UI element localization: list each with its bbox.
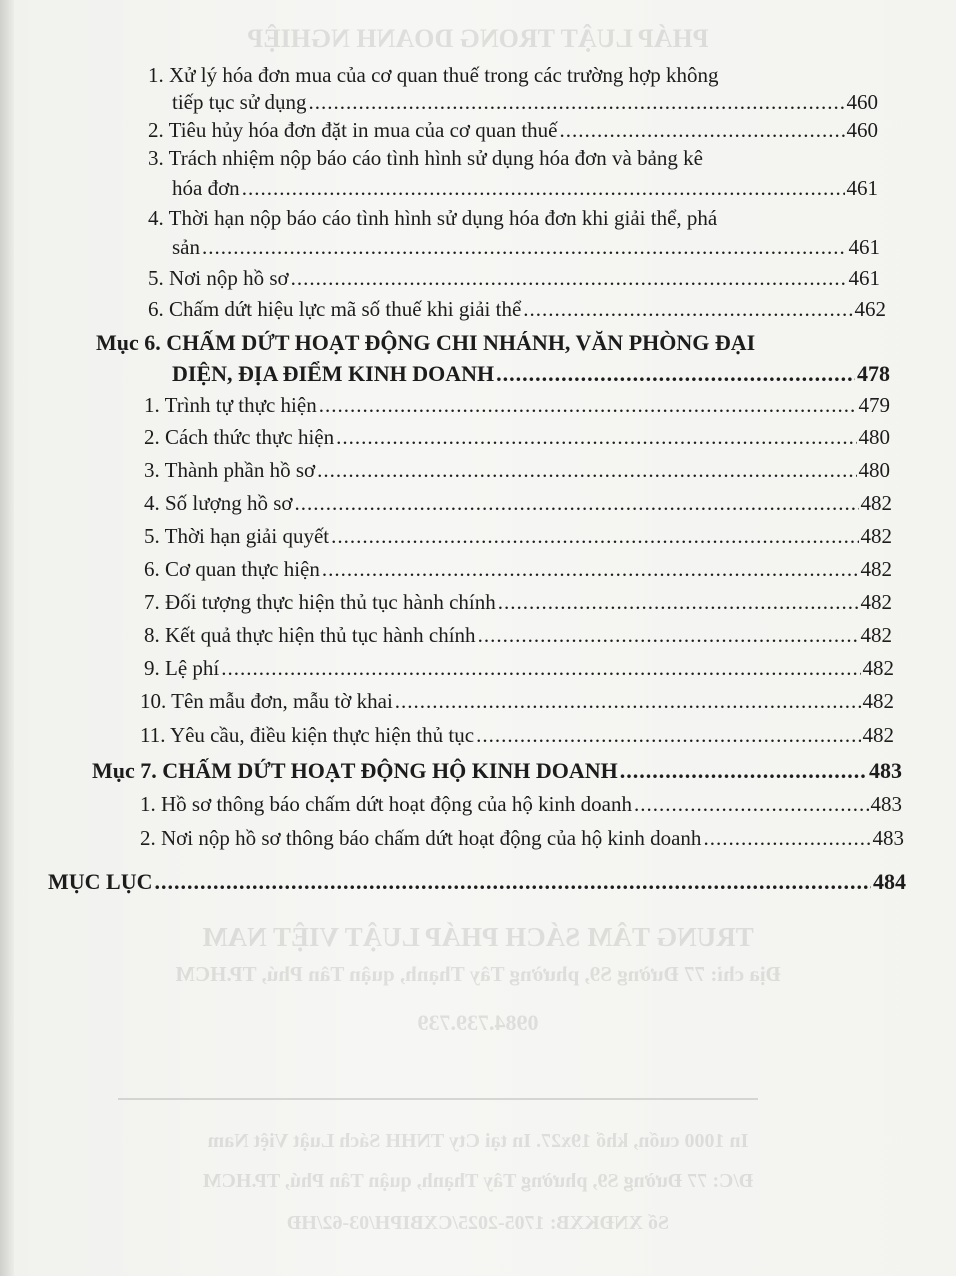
toc-entry bbox=[172, 89, 878, 115]
toc-entry bbox=[144, 655, 894, 681]
section-heading-line2 bbox=[172, 361, 890, 387]
toc-entry-label: tiếp tục sử dụng bbox=[172, 90, 307, 114]
dot-leader bbox=[395, 688, 861, 714]
dot-leader bbox=[331, 523, 858, 549]
toc-entry bbox=[144, 622, 892, 648]
toc-entry-label: 6. Chấm dứt hiệu lực mã số thuế khi giải thể bbox=[148, 297, 522, 321]
toc-entry-label: 3. Thành phần hồ sơ bbox=[144, 458, 316, 482]
bleed-through-print-line-2: Đ/C: 77 Đường S9, phường Tây Thạnh, quận Tân Phú, TP.HCM bbox=[202, 1170, 754, 1192]
toc-entry-label: sản bbox=[172, 235, 200, 259]
toc-entry-label: 8. Kết quả thực hiện thủ tục hành chính bbox=[144, 623, 476, 647]
dot-leader bbox=[498, 589, 859, 615]
toc-entry-page: 483 bbox=[870, 792, 902, 816]
dot-leader bbox=[336, 424, 856, 450]
dot-leader bbox=[308, 89, 844, 115]
toc-entry-label: 5. Nơi nộp hồ sơ bbox=[148, 266, 289, 290]
toc-entry-page: 480 bbox=[858, 425, 890, 449]
dot-leader bbox=[221, 655, 860, 681]
toc-entry-page: 461 bbox=[848, 266, 880, 290]
toc-entry-line1: 1. Xử lý hóa đơn mua của cơ quan thuế trong các trường hợp không bbox=[148, 63, 719, 87]
toc-entry-page: 460 bbox=[846, 118, 878, 142]
toc-entry bbox=[172, 175, 878, 201]
dot-leader bbox=[496, 361, 855, 387]
dot-leader bbox=[523, 296, 852, 322]
toc-entry-label: 1. Hồ sơ thông báo chấm dứt hoạt động của hộ kinh doanh bbox=[140, 792, 632, 816]
toc-entry-page: 462 bbox=[854, 297, 886, 321]
toc-entry bbox=[140, 791, 902, 817]
toc-entry-page: 482 bbox=[860, 623, 892, 647]
toc-entry-label: 4. Số lượng hồ sơ bbox=[144, 491, 293, 515]
toc-entry bbox=[140, 688, 894, 714]
toc-entry-page: 482 bbox=[862, 656, 894, 680]
dot-leader bbox=[291, 265, 847, 291]
section-page: 478 bbox=[857, 361, 890, 386]
dot-leader bbox=[242, 175, 845, 201]
toc-entry-label: 2. Cách thức thực hiện bbox=[144, 425, 335, 449]
toc-entry bbox=[148, 296, 886, 322]
bleed-through-phone: 0984.739.739 bbox=[417, 1010, 539, 1035]
toc-entry-label: 5. Thời hạn giải quyết bbox=[144, 524, 330, 548]
dot-leader bbox=[478, 622, 859, 648]
section-title-line2: DIỆN, ĐỊA ĐIỂM KINH DOANH bbox=[172, 361, 495, 386]
bleed-through-publisher: TRUNG TÂM SÁCH PHÁP LUẬT VIỆT NAM bbox=[202, 922, 754, 952]
toc-entry-label: 6. Cơ quan thực hiện bbox=[144, 557, 320, 581]
toc-entry bbox=[144, 556, 892, 582]
toc-entry bbox=[148, 117, 878, 143]
page-binding-edge bbox=[0, 0, 14, 1276]
section-page: 483 bbox=[869, 758, 902, 783]
toc-entry bbox=[144, 392, 890, 418]
toc-entry-page: 480 bbox=[858, 458, 890, 482]
dot-leader bbox=[322, 556, 859, 582]
index-label: MỤC LỤC bbox=[48, 869, 153, 894]
toc-entry-label: 7. Đối tượng thực hiện thủ tục hành chính bbox=[144, 590, 496, 614]
toc-entry-page: 460 bbox=[846, 90, 878, 114]
section-title-line1: CHẤM DỨT HOẠT ĐỘNG CHI NHÁNH, VĂN PHÒNG ĐẠI bbox=[166, 330, 756, 355]
bleed-through-print-line-3: Số XNĐKXB: 1705-2025/CXBIPH/03-62/HĐ bbox=[286, 1212, 670, 1234]
toc-entry-page: 461 bbox=[846, 176, 878, 200]
toc-entry bbox=[144, 523, 892, 549]
dot-leader bbox=[319, 392, 857, 418]
bleed-through-divider bbox=[118, 1098, 758, 1100]
toc-entry-page: 483 bbox=[872, 826, 904, 850]
toc-entry-label: 2. Tiêu hủy hóa đơn đặt in mua của cơ quan thuế bbox=[148, 118, 558, 142]
dot-leader bbox=[202, 234, 847, 260]
dot-leader bbox=[155, 869, 872, 895]
index-entry bbox=[48, 869, 906, 895]
toc-entry-label: hóa đơn bbox=[172, 176, 240, 200]
section-prefix: Mục 6. bbox=[96, 330, 161, 355]
toc-entry-label: 2. Nơi nộp hồ sơ thông báo chấm dứt hoạt động của hộ kinh doanh bbox=[140, 826, 702, 850]
toc-entry-page: 482 bbox=[862, 689, 894, 713]
toc-entry-page: 479 bbox=[858, 393, 890, 417]
toc-entry bbox=[140, 825, 904, 851]
toc-entry-line1: 4. Thời hạn nộp báo cáo tình hình sử dụng hóa đơn khi giải thể, phá bbox=[148, 206, 718, 230]
toc-entry-page: 482 bbox=[860, 491, 892, 515]
toc-entry-line1: 3. Trách nhiệm nộp báo cáo tình hình sử dụng hóa đơn và bảng kê bbox=[148, 146, 703, 170]
section-title-text: CHẤM DỨT HOẠT ĐỘNG HỘ KINH DOANH bbox=[162, 758, 618, 783]
toc-entry bbox=[172, 234, 880, 260]
toc-entry-page: 461 bbox=[848, 235, 880, 259]
toc-entry bbox=[148, 265, 880, 291]
dot-leader bbox=[634, 791, 869, 817]
bleed-through-heading: PHÁP LUẬT TRONG DOANH NGHIỆP bbox=[247, 24, 709, 53]
bleed-through-print-line-1: In 1000 cuốn, khổ 19x27. In tại Cty TNHH Sách Luật Việt Nam bbox=[207, 1130, 749, 1152]
dot-leader bbox=[317, 457, 856, 483]
index-page: 484 bbox=[873, 869, 906, 894]
toc-entry-page: 482 bbox=[860, 524, 892, 548]
toc-entry bbox=[144, 490, 892, 516]
toc-entry-label: 1. Trình tự thực hiện bbox=[144, 393, 317, 417]
toc-entry-label: 9. Lệ phí bbox=[144, 656, 220, 680]
dot-leader bbox=[476, 722, 860, 748]
toc-entry bbox=[144, 424, 890, 450]
section-title bbox=[92, 758, 618, 784]
toc-entry-label: 10. Tên mẫu đơn, mẫu tờ khai bbox=[140, 689, 393, 713]
toc-entry-label: 11. Yêu cầu, điều kiện thực hiện thủ tục bbox=[140, 723, 475, 747]
dot-leader bbox=[620, 758, 867, 784]
toc-entry-page: 482 bbox=[862, 723, 894, 747]
toc-entry-page: 482 bbox=[860, 557, 892, 581]
toc-entry bbox=[140, 722, 894, 748]
dot-leader bbox=[559, 117, 844, 143]
section-heading bbox=[92, 758, 902, 784]
toc-entry-page: 482 bbox=[860, 590, 892, 614]
section-heading bbox=[96, 330, 755, 356]
bleed-through-address: Địa chỉ: 77 Đường S9, phường Tây Thạnh, quận Tân Phú, TP.HCM bbox=[175, 962, 781, 986]
toc-entry bbox=[144, 457, 890, 483]
dot-leader bbox=[703, 825, 870, 851]
toc-entry bbox=[144, 589, 892, 615]
section-prefix: Mục 7. bbox=[92, 758, 157, 783]
dot-leader bbox=[295, 490, 859, 516]
